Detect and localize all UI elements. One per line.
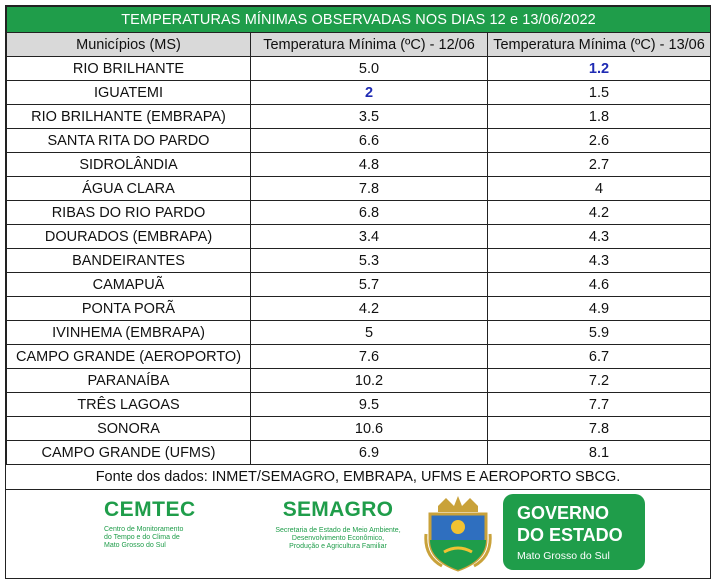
municipio-cell: CAMPO GRANDE (UFMS) bbox=[7, 441, 251, 465]
temp-12-06-cell: 5.3 bbox=[251, 249, 488, 273]
table-row bbox=[7, 129, 711, 153]
temp-12-06-cell: 2 bbox=[251, 81, 488, 105]
temp-13-06-cell: 1.5 bbox=[488, 81, 711, 105]
temp-12-06-cell: 10.6 bbox=[251, 417, 488, 441]
municipio-cell: CAMAPUÃ bbox=[7, 273, 251, 297]
table-row bbox=[7, 441, 711, 465]
temperature-report bbox=[5, 5, 711, 579]
municipio-cell: PONTA PORÃ bbox=[7, 297, 251, 321]
governo-estado-logo bbox=[503, 494, 645, 570]
cemtec-name: CEMTEC bbox=[104, 498, 196, 521]
temp-13-06-cell: 5.9 bbox=[488, 321, 711, 345]
municipio-cell: ÁGUA CLARA bbox=[7, 177, 251, 201]
municipio-cell: SONORA bbox=[7, 417, 251, 441]
temp-12-06-cell: 5 bbox=[251, 321, 488, 345]
municipio-cell: SANTA RITA DO PARDO bbox=[7, 129, 251, 153]
municipio-cell: DOURADOS (EMBRAPA) bbox=[7, 225, 251, 249]
semagro-name: SEMAGRO bbox=[282, 498, 394, 521]
gov-line2: DO ESTADO bbox=[517, 525, 623, 545]
header-temp-12-06: Temperatura Mínima (ºC) - 12/06 bbox=[251, 33, 488, 57]
temp-12-06-cell: 5.7 bbox=[251, 273, 488, 297]
state-coat-of-arms-icon bbox=[424, 494, 492, 574]
semagro-logo bbox=[258, 498, 418, 551]
temp-12-06-cell: 9.5 bbox=[251, 393, 488, 417]
table-row bbox=[7, 105, 711, 129]
table-row bbox=[7, 81, 711, 105]
table-row bbox=[7, 393, 711, 417]
table-row bbox=[7, 417, 711, 441]
semagro-subtitle: Secretaria de Estado de Meio Ambiente, Desenvolvimento Econômico, Produção e Agricultura Familiar bbox=[275, 527, 401, 550]
temp-13-06-cell: 4.6 bbox=[488, 273, 711, 297]
gov-line3: Mato Grosso do Sul bbox=[517, 550, 610, 562]
municipio-cell: CAMPO GRANDE (AEROPORTO) bbox=[7, 345, 251, 369]
temp-13-06-cell: 2.6 bbox=[488, 129, 711, 153]
temp-13-06-cell: 4.2 bbox=[488, 201, 711, 225]
temp-13-06-cell: 6.7 bbox=[488, 345, 711, 369]
temp-13-06-cell: 4 bbox=[488, 177, 711, 201]
table-row bbox=[7, 177, 711, 201]
temp-13-06-cell: 4.9 bbox=[488, 297, 711, 321]
municipio-cell: SIDROLÂNDIA bbox=[7, 153, 251, 177]
table-row bbox=[7, 201, 711, 225]
table-title: TEMPERATURAS MÍNIMAS OBSERVADAS NOS DIAS 12 e 13/06/2022 bbox=[7, 7, 711, 33]
municipio-cell: BANDEIRANTES bbox=[7, 249, 251, 273]
gov-line1: GOVERNO bbox=[517, 503, 610, 523]
municipio-cell: TRÊS LAGOAS bbox=[7, 393, 251, 417]
temp-12-06-cell: 5.0 bbox=[251, 57, 488, 81]
temp-13-06-cell: 8.1 bbox=[488, 441, 711, 465]
header-temp-13-06: Temperatura Mínima (ºC) - 13/06 bbox=[488, 33, 711, 57]
table-row bbox=[7, 345, 711, 369]
table-row bbox=[7, 57, 711, 81]
municipio-cell: IGUATEMI bbox=[7, 81, 251, 105]
logos-strip bbox=[6, 490, 710, 580]
municipio-cell: RIO BRILHANTE bbox=[7, 57, 251, 81]
temp-12-06-cell: 4.2 bbox=[251, 297, 488, 321]
temp-12-06-cell: 7.6 bbox=[251, 345, 488, 369]
cemtec-subtitle: Centro de Monitoramento do Tempo e do Clima de Mato Grosso do Sul bbox=[104, 526, 184, 549]
table-row bbox=[7, 321, 711, 345]
temp-12-06-cell: 10.2 bbox=[251, 369, 488, 393]
table-row bbox=[7, 273, 711, 297]
table-row bbox=[7, 153, 711, 177]
temp-13-06-cell: 7.2 bbox=[488, 369, 711, 393]
table-row bbox=[7, 369, 711, 393]
temp-12-06-cell: 6.8 bbox=[251, 201, 488, 225]
temp-13-06-cell: 7.8 bbox=[488, 417, 711, 441]
temp-13-06-cell: 1.2 bbox=[488, 57, 711, 81]
temp-12-06-cell: 3.4 bbox=[251, 225, 488, 249]
table-row bbox=[7, 297, 711, 321]
municipio-cell: PARANAÍBA bbox=[7, 369, 251, 393]
temp-12-06-cell: 4.8 bbox=[251, 153, 488, 177]
temp-12-06-cell: 7.8 bbox=[251, 177, 488, 201]
temp-13-06-cell: 4.3 bbox=[488, 225, 711, 249]
municipio-cell: IVINHEMA (EMBRAPA) bbox=[7, 321, 251, 345]
temp-13-06-cell: 4.3 bbox=[488, 249, 711, 273]
temp-13-06-cell: 1.8 bbox=[488, 105, 711, 129]
data-source-note: Fonte dos dados: INMET/SEMAGRO, EMBRAPA, UFMS E AEROPORTO SBCG. bbox=[6, 465, 710, 490]
cemtec-logo bbox=[104, 498, 244, 550]
municipio-cell: RIO BRILHANTE (EMBRAPA) bbox=[7, 105, 251, 129]
temp-12-06-cell: 3.5 bbox=[251, 105, 488, 129]
header-municipios: Municípios (MS) bbox=[7, 33, 251, 57]
temp-12-06-cell: 6.6 bbox=[251, 129, 488, 153]
table-row bbox=[7, 225, 711, 249]
temp-13-06-cell: 7.7 bbox=[488, 393, 711, 417]
temperature-table bbox=[6, 6, 711, 465]
table-row bbox=[7, 249, 711, 273]
temp-13-06-cell: 2.7 bbox=[488, 153, 711, 177]
temp-12-06-cell: 6.9 bbox=[251, 441, 488, 465]
municipio-cell: RIBAS DO RIO PARDO bbox=[7, 201, 251, 225]
